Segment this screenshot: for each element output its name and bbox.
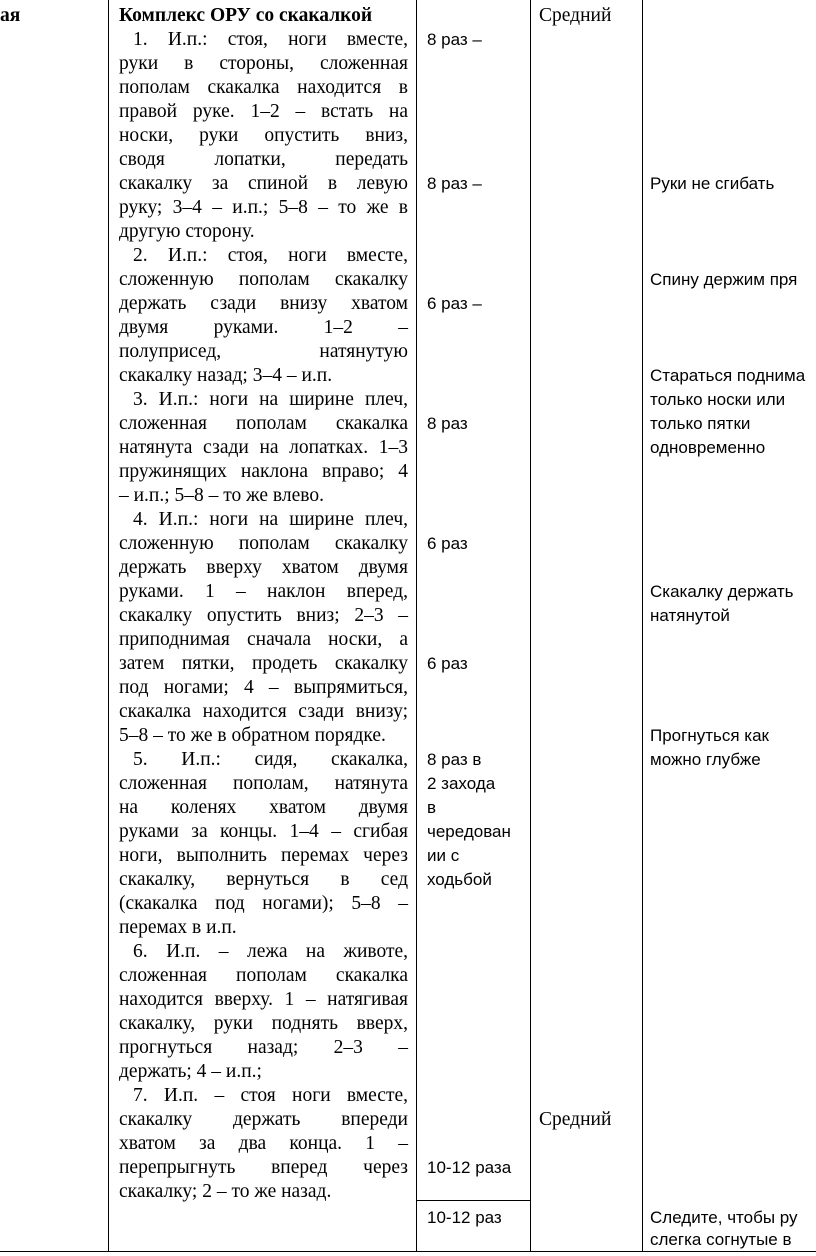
exercise-line: руками за концы. 1–4 – сгибая xyxy=(119,821,408,842)
exercise-line: держать сзади внизу хватом xyxy=(119,293,408,314)
exercise-line: прогнуться назад; 2–3 – xyxy=(119,1037,408,1058)
exercise-line: 5. И.п.: сидя, скакалка, xyxy=(133,749,408,770)
exercise-line: перепрыгнуть вперед через xyxy=(119,1157,408,1178)
exercise-line: руку; 3–4 – и.п.; 5–8 – то же в xyxy=(119,197,408,218)
note-text: Скакалку держать xyxy=(650,582,794,601)
column-divider xyxy=(642,0,643,1252)
exercise-line: скакалка находится сзади внизу; xyxy=(119,701,408,722)
note-text: только пятки xyxy=(650,414,751,433)
exercise-line: 1. И.п.: стоя, ноги вместе, xyxy=(133,29,408,50)
dosage-value: 8 раз xyxy=(427,414,468,433)
exercise-line: держать вверху хватом двумя xyxy=(119,557,408,578)
exercise-line: полуприсед, натянутую xyxy=(119,341,408,362)
exercise-line: сводя лопатки, передать xyxy=(119,149,408,170)
exercise-line: скакалку за спиной в левую xyxy=(119,173,408,194)
exercise-line: хватом за два конца. 1 – xyxy=(119,1133,408,1154)
first-column-header: ая xyxy=(0,5,21,26)
note-text: натянутой xyxy=(650,606,730,625)
dosage-value: в xyxy=(427,798,437,817)
note-text: только носки или xyxy=(650,390,786,409)
exercises-title: Комплекс ОРУ со скакалкой xyxy=(119,5,373,26)
dosage-value: 2 захода xyxy=(427,774,496,793)
exercise-line: сложенная пополам скакалка xyxy=(119,413,408,434)
column-divider xyxy=(108,0,109,1252)
exercise-line: скакалку опустить вниз; 2–3 – xyxy=(119,605,408,626)
exercise-line: 5–8 – то же в обратном порядке. xyxy=(119,725,386,746)
exercise-line: скакалку, руки поднять вверх, xyxy=(119,1013,408,1034)
exercise-line: сложенная пополам скакалка xyxy=(119,965,408,986)
exercise-line: 3. И.п.: ноги на ширине плеч, xyxy=(133,389,408,410)
exercise-line: правой руке. 1–2 – встать на xyxy=(119,101,408,122)
note-text: Спину держим пря xyxy=(650,270,798,289)
dosage-value: 8 раз в xyxy=(427,750,482,769)
exercise-line: ноги, выполнить перемах через xyxy=(119,845,408,866)
dosage-value: 8 раз – xyxy=(427,30,482,49)
exercise-line: скакалку назад; 3–4 – и.п. xyxy=(119,365,333,386)
exercise-line: 6. И.п. – лежа на животе, xyxy=(133,941,408,962)
intensity-value: Средний xyxy=(539,5,612,26)
exercise-line: 7. И.п. – стоя ноги вместе, xyxy=(133,1085,408,1106)
exercise-line: пополам скакалка находится в xyxy=(119,77,408,98)
exercise-line: сложенную пополам скакалку xyxy=(119,269,408,290)
dosage-value: 8 раз – xyxy=(427,174,482,193)
note-text: Стараться поднима xyxy=(650,366,806,385)
exercise-line: приподнимая сначала носки, а xyxy=(119,629,408,650)
exercise-line: затем пятки, продеть скакалку xyxy=(119,653,408,674)
exercise-line: сложенную пополам скакалку xyxy=(119,533,408,554)
exercise-line: – и.п.; 5–8 – то же влево. xyxy=(119,485,324,506)
exercise-line: 4. И.п.: ноги на ширине плеч, xyxy=(133,509,408,530)
exercise-line: под ногами; 4 – выпрямиться, xyxy=(119,677,408,698)
dosage-value: 10-12 раз xyxy=(427,1208,502,1227)
dosage-row-divider xyxy=(416,1200,530,1201)
dosage-value: 6 раз xyxy=(427,654,468,673)
exercise-line: находится вверху. 1 – натягивая xyxy=(119,989,408,1010)
exercise-line: на коленях хватом двумя xyxy=(119,797,408,818)
note-text: слегка согнутые в xyxy=(650,1230,792,1249)
note-text: Прогнуться как xyxy=(650,726,769,745)
note-text: одновременно xyxy=(650,438,766,457)
column-divider xyxy=(416,0,417,1252)
exercise-line: пружинящих наклона вправо; 4 xyxy=(119,461,408,482)
dosage-value: ии с xyxy=(427,846,460,865)
note-text: Следите, чтобы ру xyxy=(650,1208,798,1227)
exercise-line: руки в стороны, сложенная xyxy=(119,53,408,74)
note-text: Руки не сгибать xyxy=(650,174,775,193)
exercise-line: носки, руки опустить вниз, xyxy=(119,125,408,146)
note-text: можно глубже xyxy=(650,750,761,769)
dosage-value: чередован xyxy=(427,822,511,841)
exercise-line: руками. 1 – наклон вперед, xyxy=(119,581,408,602)
dosage-value: 6 раз – xyxy=(427,294,482,313)
exercise-line: скакалку; 2 – то же назад. xyxy=(119,1181,332,1202)
exercise-line: держать; 4 – и.п.; xyxy=(119,1061,262,1082)
dosage-value: ходьбой xyxy=(427,870,492,889)
exercise-line: 2. И.п.: стоя, ноги вместе, xyxy=(133,245,408,266)
dosage-value: 10-12 раза xyxy=(427,1158,512,1177)
exercise-line: двумя руками. 1–2 – xyxy=(119,317,408,338)
exercise-line: (скакалка под ногами); 5–8 – xyxy=(119,893,408,914)
exercise-line: сложенная пополам, натянута xyxy=(119,773,408,794)
exercise-line: перемах в и.п. xyxy=(119,917,237,938)
exercise-line: скакалку держать впереди xyxy=(119,1109,408,1130)
column-divider xyxy=(530,0,531,1252)
exercise-line: другую сторону. xyxy=(119,221,255,242)
intensity-value: Средний xyxy=(539,1109,612,1130)
dosage-value: 6 раз xyxy=(427,534,468,553)
exercise-line: скакалку, вернуться в сед xyxy=(119,869,408,890)
exercise-line: натянута сзади на лопатках. 1–3 xyxy=(119,437,408,458)
